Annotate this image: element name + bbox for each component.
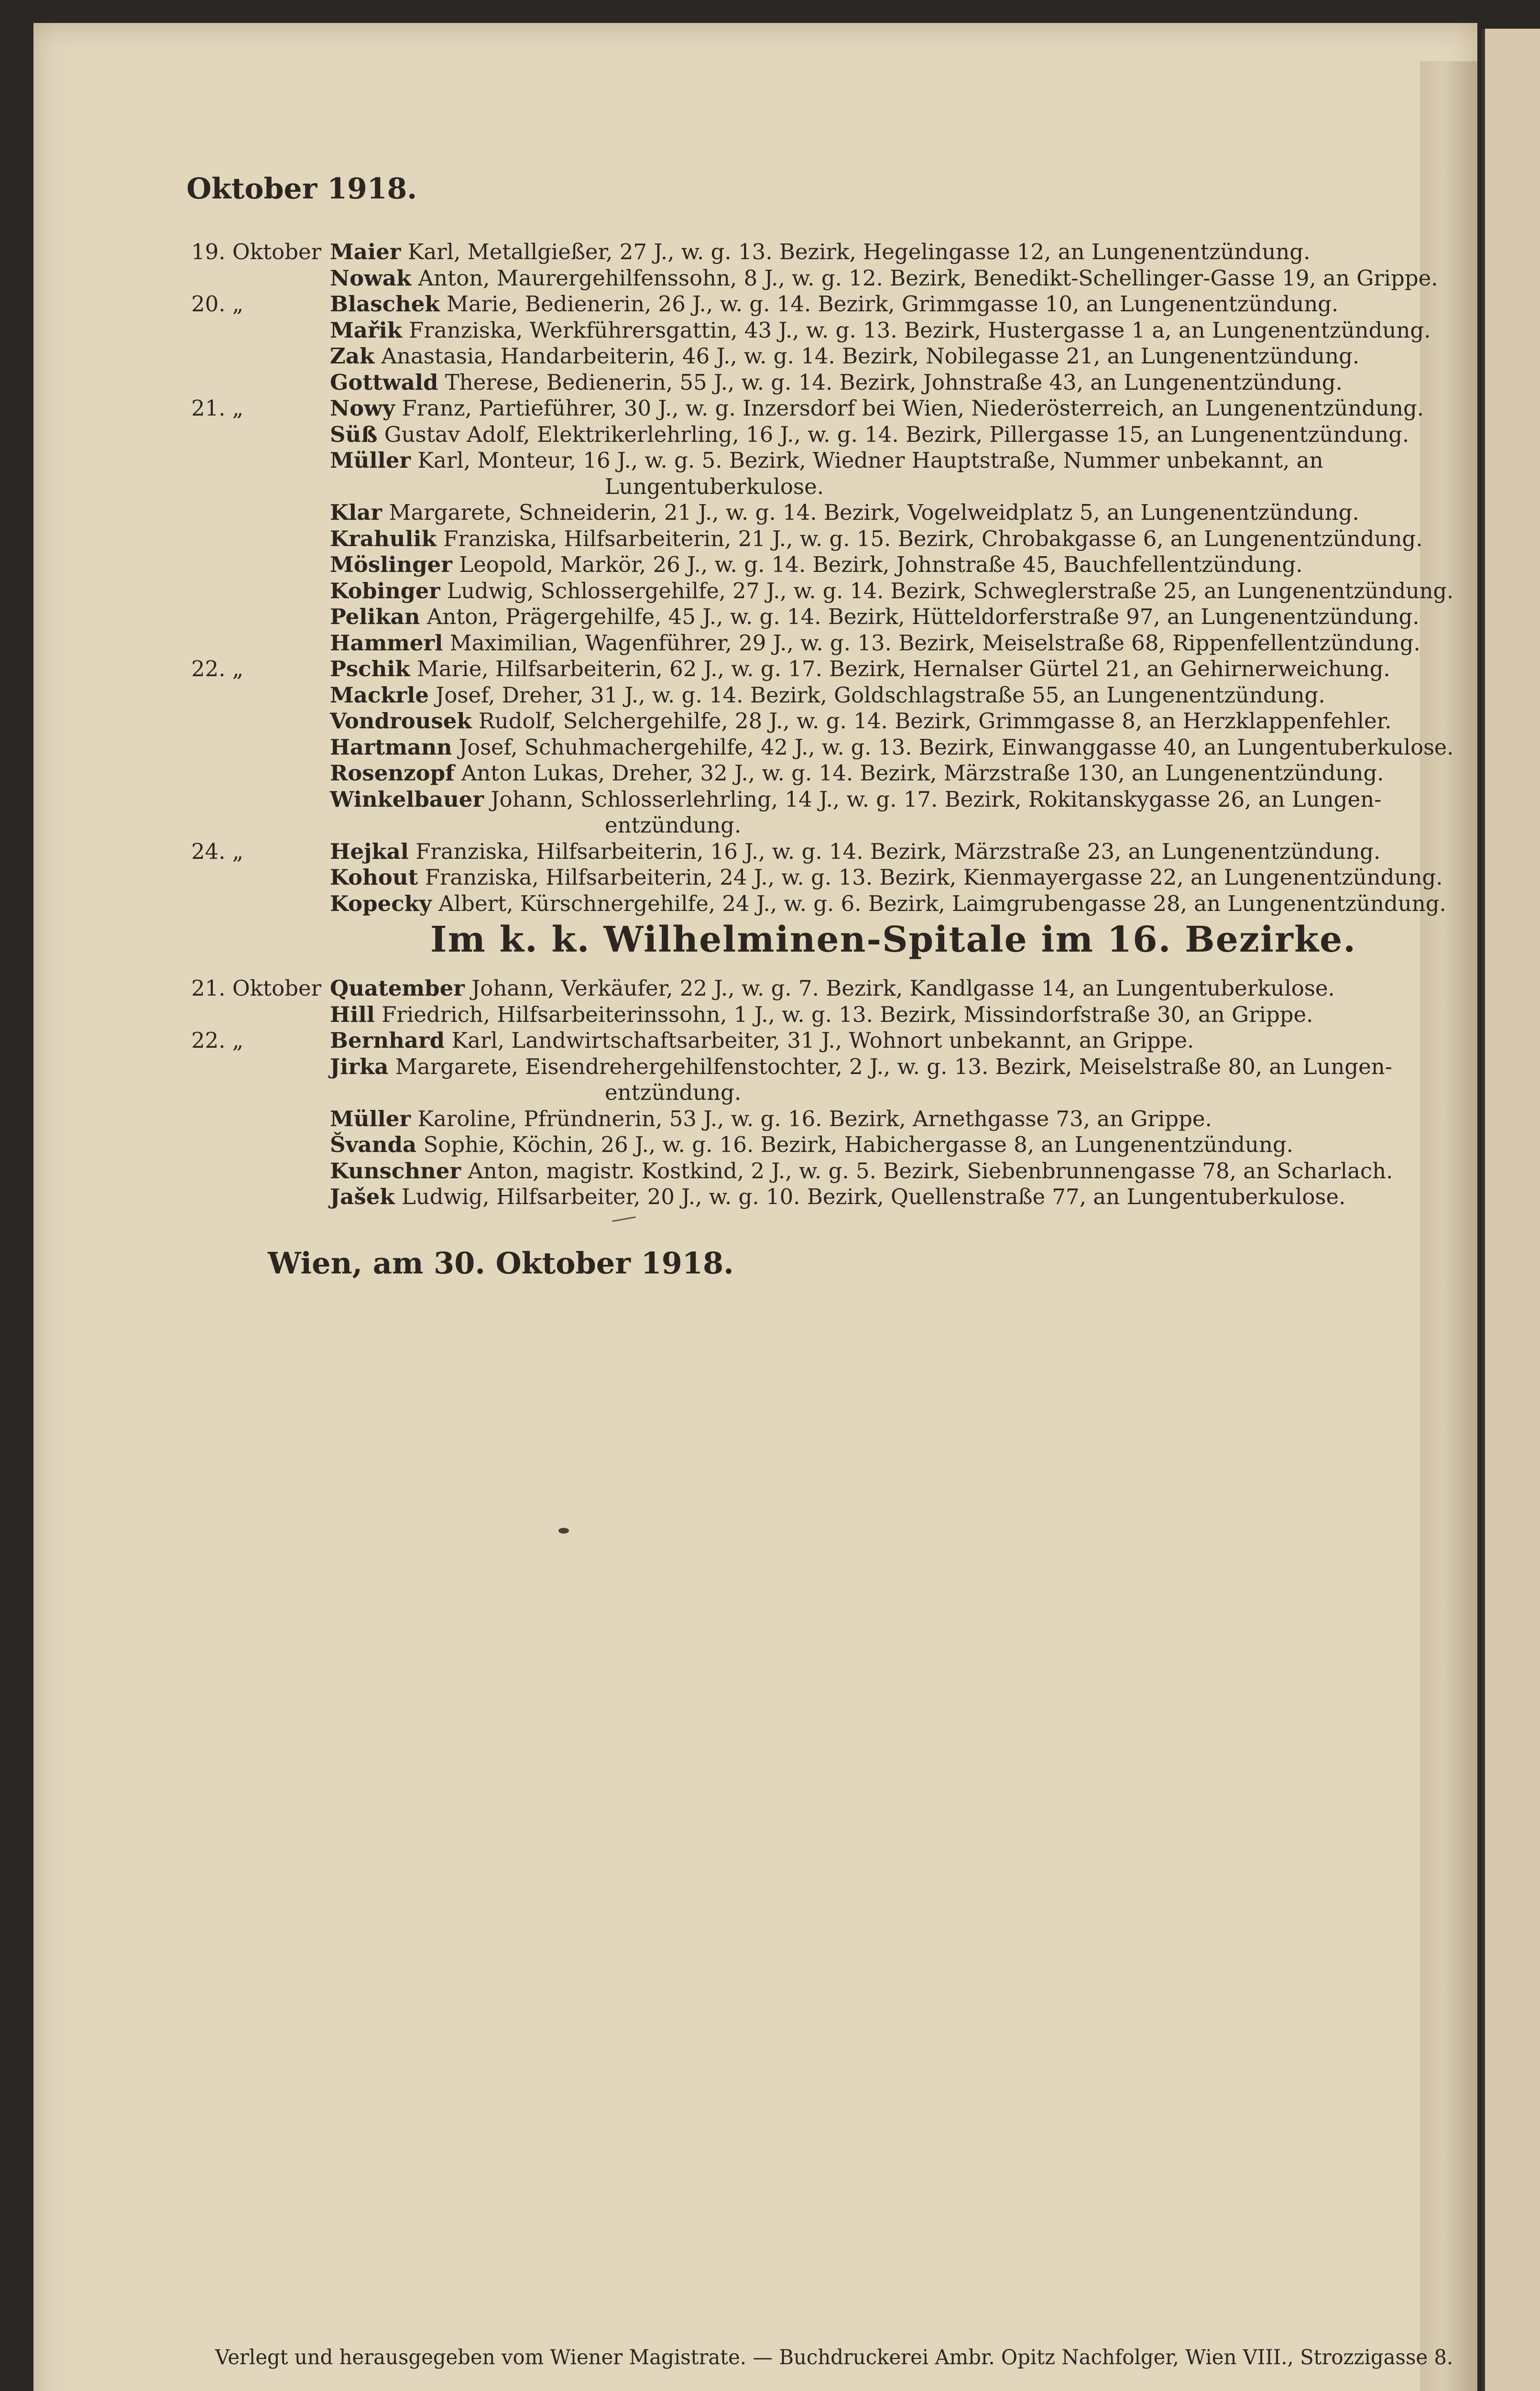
entry-details: Karl, Landwirtschaftsarbeiter, 31 J., Wohnort unbekannt, an Grippe. <box>451 1028 1194 1053</box>
entry-details: Margarete, Schneiderin, 21 J., w. g. 14. Bezirk, Vogelweidplatz 5, an Lungenentzündung. <box>389 500 1359 525</box>
entry-details: Franziska, Hilfsarbeiterin, 16 J., w. g. 14. Bezirk, Märzstraße 23, an Lungenentzündung. <box>415 838 1381 864</box>
entry-surname: Hill <box>330 1001 375 1027</box>
entry-details: Gustav Adolf, Elektrikerlehrling, 16 J., w. g. 14. Bezirk, Pillergasse 15, an Lungenentzündung. <box>384 421 1409 447</box>
entry-surname: Kunschner <box>330 1158 461 1184</box>
entry-details: Albert, Kürschnergehilfe, 24 J., w. g. 6. Bezirk, Laimgrubengasse 28, an Lungenentzündung. <box>438 890 1446 916</box>
entry-details: Marie, Bedienerin, 26 J., w. g. 14. Bezirk, Grimmgasse 10, an Lungenentzündung. <box>446 291 1339 317</box>
entry-details: Friedrich, Hilfsarbeiterinssohn, 1 J., w. g. 13. Bezirk, Missindorfstraße 30, an Grippe. <box>382 1001 1313 1027</box>
entry-details: Karoline, Pfründnerin, 53 J., w. g. 16. Bezirk, Arnethgasse 73, an Grippe. <box>417 1106 1212 1131</box>
entry-details: Josef, Dreher, 31 J., w. g. 14. Bezirk, Goldschlagstraße 55, an Lungenentzündung. <box>436 682 1325 708</box>
entry-text <box>330 976 1335 1001</box>
entry-surname: Nowy <box>330 395 395 421</box>
entry-text <box>330 604 1420 629</box>
entry-text <box>330 1002 1313 1027</box>
entry-details: Karl, Monteur, 16 J., w. g. 5. Bezirk, Wiedner Hauptstraße, Nummer unbekannt, an <box>417 448 1323 473</box>
entry-surname: Nowak <box>330 265 412 291</box>
entry-text <box>330 787 1381 812</box>
entry-text <box>330 865 1443 890</box>
entry-text <box>330 526 1423 551</box>
entry-details: Anton, Maurergehilfenssohn, 8 J., w. g. 12. Bezirk, Benedikt-Schellinger-Gasse 19, an Grippe. <box>418 265 1438 291</box>
entry-surname: Zak <box>330 343 375 369</box>
entry-surname: Kobinger <box>330 578 440 603</box>
entry-text <box>330 708 1392 734</box>
entry-text <box>330 395 1424 421</box>
section-title: Im k. k. Wilhelminen-Spitale im 16. Bezirke. <box>430 919 1357 960</box>
entry-surname: Süß <box>330 421 378 447</box>
entry-text <box>330 760 1384 786</box>
entry-text <box>330 552 1303 577</box>
entry-date: 21. Oktober <box>191 976 322 1001</box>
entry-surname: Krahulik <box>330 526 437 551</box>
entry-surname: Hartmann <box>330 734 452 760</box>
entry-details: Johann, Verkäufer, 22 J., w. g. 7. Bezirk, Kandlgasse 14, an Lungentuberkulose. <box>471 976 1335 1001</box>
entry-surname: Winkelbauer <box>330 786 484 812</box>
entry-details: Ludwig, Hilfsarbeiter, 20 J., w. g. 10. Bezirk, Quellenstraße 77, an Lungentuberkulose. <box>401 1184 1346 1209</box>
entry-date: 22. „ <box>191 1028 244 1053</box>
entry-surname: Müller <box>330 448 411 473</box>
entry-surname: Pschik <box>330 656 410 681</box>
entry-details: Franz, Partieführer, 30 J., w. g. Inzersdorf bei Wien, Niederösterreich, an Lungenentzündung. <box>402 395 1424 421</box>
entry-text <box>330 448 1323 473</box>
entry-text <box>330 370 1343 395</box>
entry-text <box>330 839 1380 864</box>
adjacent-page-edge <box>1482 29 1540 2391</box>
entry-text <box>330 343 1359 369</box>
entry-text <box>330 735 1453 760</box>
entry-details: Franziska, Werkführersgattin, 43 J., w. g. 13. Bezirk, Hustergasse 1 a, an Lungenentzündung. <box>409 317 1431 343</box>
entry-details: Rudolf, Selchergehilfe, 28 J., w. g. 14. Bezirk, Grimmgasse 8, an Herzklappenfehler. <box>478 708 1392 734</box>
closing-dateline: Wien, am 30. Oktober 1918. <box>268 1246 734 1281</box>
entry-surname: Maier <box>330 239 401 264</box>
entry-surname: Jirka <box>330 1053 389 1079</box>
page-fold-shadow <box>1420 61 1477 2391</box>
entry-text <box>330 891 1446 916</box>
entry-text <box>330 1158 1393 1184</box>
entry-surname: Rosenzopf <box>330 760 455 786</box>
entry-details: Margarete, Eisendrehergehilfenstochter, 2 J., w. g. 13. Bezirk, Meiselstraße 80, an Lungen- <box>395 1053 1392 1079</box>
entry-date: 19. Oktober <box>191 239 322 264</box>
entry-details: Ludwig, Schlossergehilfe, 27 J., w. g. 14. Bezirk, Schweglerstraße 25, an Lungenentzündung. <box>447 578 1454 603</box>
entry-details: Anton, magistr. Kostkind, 2 J., w. g. 5. Bezirk, Siebenbrunnengasse 78, an Scharlach. <box>468 1158 1393 1184</box>
entry-surname: Hammerl <box>330 630 443 656</box>
entry-text <box>330 239 1310 264</box>
entry-date: 24. „ <box>191 838 244 864</box>
entry-text <box>330 1184 1345 1209</box>
entry-date: 20. „ <box>191 291 244 317</box>
entry-text <box>330 1054 1392 1079</box>
entry-continuation: Lungentuberkulose. <box>605 473 824 499</box>
entry-surname: Pelikan <box>330 604 420 629</box>
entry-surname: Hejkal <box>330 838 409 864</box>
entry-surname: Kohout <box>330 865 418 890</box>
entry-details: Anastasia, Handarbeiterin, 46 J., w. g. 14. Bezirk, Nobilegasse 21, an Lungenentzündung. <box>381 343 1360 369</box>
entry-details: Sophie, Köchin, 26 J., w. g. 16. Bezirk, Habichergasse 8, an Lungenentzündung. <box>423 1132 1293 1157</box>
entry-surname: Müller <box>330 1106 411 1131</box>
entry-details: Josef, Schuhmachergehilfe, 42 J., w. g. 13. Bezirk, Einwanggasse 40, an Lungentuberkulose. <box>459 734 1454 760</box>
entry-date: 21. „ <box>191 395 244 421</box>
entry-details: Marie, Hilfsarbeiterin, 62 J., w. g. 17. Bezirk, Hernalser Gürtel 21, an Gehirnerweichung. <box>416 656 1390 681</box>
entry-details: Johann, Schlosserlehrling, 14 J., w. g. 17. Bezirk, Rokitanskygasse 26, an Lungen- <box>491 786 1382 812</box>
entry-surname: Mackrle <box>330 682 429 708</box>
entry-details: Anton Lukas, Dreher, 32 J., w. g. 14. Bezirk, Märzstraße 130, an Lungenentzündung. <box>461 760 1384 786</box>
entry-date: 22. „ <box>191 656 244 681</box>
entry-details: Karl, Metallgießer, 27 J., w. g. 13. Bezirk, Hegelingasse 12, an Lungenentzündung. <box>407 239 1311 264</box>
entry-details: Leopold, Markör, 26 J., w. g. 14. Bezirk, Johnstraße 45, Bauchfellentzündung. <box>459 552 1303 577</box>
entry-surname: Bernhard <box>330 1028 445 1053</box>
entry-details: Maximilian, Wagenführer, 29 J., w. g. 13. Bezirk, Meiselstraße 68, Rippenfellentzündung. <box>449 630 1420 656</box>
entry-surname: Mařik <box>330 317 402 343</box>
entry-text <box>330 291 1338 317</box>
entry-surname: Blaschek <box>330 291 440 317</box>
entry-details: Therese, Bedienerin, 55 J., w. g. 14. Bezirk, Johnstraße 43, an Lungenentzündung. <box>445 369 1343 395</box>
entry-details: Anton, Prägergehilfe, 45 J., w. g. 14. Bezirk, Hütteldorferstraße 97, an Lungenentzündung. <box>426 604 1420 629</box>
entry-surname: Klar <box>330 500 382 525</box>
entry-text <box>330 422 1409 447</box>
entry-text <box>330 578 1453 603</box>
entry-text <box>330 1028 1194 1053</box>
entry-surname: Quatember <box>330 976 465 1001</box>
entry-details: Franziska, Hilfsarbeiterin, 21 J., w. g. 15. Bezirk, Chrobakgasse 6, an Lungenentzündung. <box>443 526 1423 551</box>
entry-surname: Gottwald <box>330 369 438 395</box>
entry-text <box>330 682 1325 708</box>
entry-continuation: entzündung. <box>605 1080 742 1105</box>
entry-surname: Jašek <box>330 1184 395 1209</box>
entry-details: Franziska, Hilfsarbeiterin, 24 J., w. g. 13. Bezirk, Kienmayergasse 22, an Lungenentzündung. <box>425 865 1443 890</box>
entry-text <box>330 630 1420 656</box>
publisher-footer: Verlegt und herausgegeben vom Wiener Magistrate. — Buchdruckerei Ambr. Opitz Nachfolger, Wien VIII., Strozzigasse 8. <box>215 2346 1453 2369</box>
entry-surname: Vondrousek <box>330 708 472 734</box>
entry-text <box>330 265 1438 291</box>
entry-continuation: entzündung. <box>605 812 742 838</box>
entry-text <box>330 318 1431 343</box>
entry-surname: Kopecky <box>330 890 432 916</box>
ink-dot-mark <box>558 1528 569 1534</box>
page-heading: Oktober 1918. <box>186 172 417 206</box>
entry-text <box>330 1132 1293 1157</box>
entry-surname: Möslinger <box>330 552 452 577</box>
entry-text <box>330 500 1359 525</box>
entry-text <box>330 656 1390 681</box>
entry-text <box>330 1106 1212 1131</box>
entry-surname: Švanda <box>330 1132 417 1157</box>
